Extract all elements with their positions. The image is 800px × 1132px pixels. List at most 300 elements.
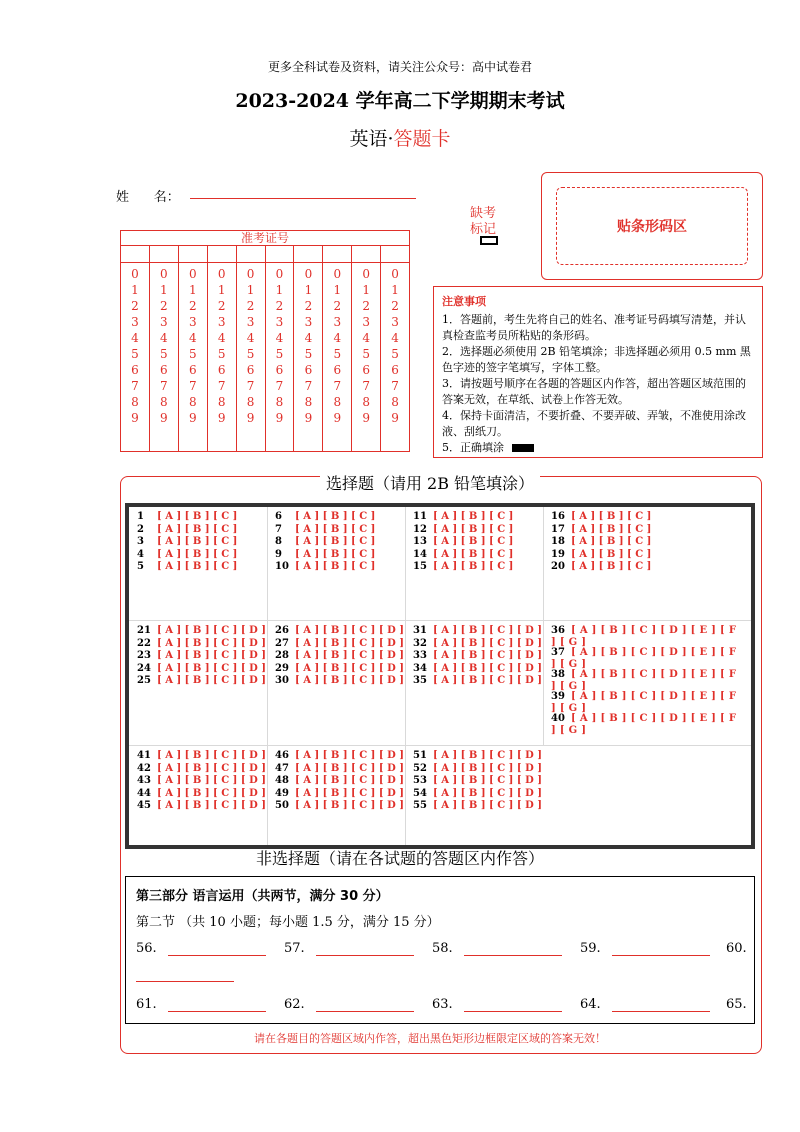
question-number: 24 [137, 662, 151, 674]
exam-digit-bubble[interactable]: 7 [304, 379, 313, 393]
absent-mark-label [470, 206, 496, 238]
question-number: 14 [413, 548, 427, 560]
exam-digit-bubble[interactable]: 2 [188, 299, 197, 313]
exam-digit-bubble[interactable]: 2 [246, 299, 255, 313]
name-label: 姓 名： [116, 190, 180, 205]
answer-options[interactable]: [ A ] [ B ] [ C ] [ D ] [157, 662, 266, 674]
exam-digit-bubble[interactable]: 9 [217, 411, 226, 425]
exam-digit-bubble[interactable]: 1 [131, 283, 139, 297]
question-22 [137, 638, 266, 651]
blank-line-59[interactable] [612, 955, 710, 956]
exam-digit-bubble[interactable]: 4 [391, 331, 399, 345]
exam-digit-bubble[interactable]: 4 [275, 331, 284, 345]
answer-options[interactable]: [ A ] [ B ] [ C ] [ D ] [433, 787, 542, 799]
card-label: 答题卡 [393, 128, 451, 150]
question-30 [275, 675, 404, 688]
exam-digit-bubble[interactable]: 8 [131, 395, 139, 409]
blank-line-58[interactable] [464, 955, 562, 956]
question-number: 28 [275, 650, 289, 661]
exam-digit-bubble[interactable]: 6 [362, 363, 371, 377]
exam-number-column [294, 263, 323, 452]
question-5 [137, 561, 237, 574]
exam-number-write-row [121, 246, 409, 262]
exam-digit-bubble[interactable]: 9 [246, 411, 255, 425]
question-33 [413, 650, 542, 663]
exam-digit-bubble[interactable]: 7 [217, 379, 226, 393]
exam-digit-bubble[interactable]: 8 [304, 395, 313, 409]
question-34 [413, 663, 542, 676]
question-40 [551, 713, 741, 737]
answer-options[interactable]: [ A ] [ B ] [ C ] [433, 561, 514, 572]
subject-title [0, 124, 800, 151]
notice-item-2: 2．选择题必须使用 2B 铅笔填涂；非选择题必须用 0.5 mm 黑色字迹的签字笔填写，字体工整。 [442, 345, 751, 374]
answer-options[interactable]: [ A ] [ B ] [ C ] [157, 548, 238, 560]
exam-digit-bubble[interactable]: 1 [217, 283, 226, 297]
blank-line-61[interactable] [168, 1011, 266, 1012]
answer-options[interactable]: [ A ] [ B ] [ C ] [ D ] [433, 800, 542, 811]
answer-options[interactable]: [ A ] [ B ] [ C ] [ D ] [295, 637, 404, 649]
question-44 [137, 788, 266, 801]
question-39 [551, 691, 741, 715]
question-number: 47 [275, 762, 289, 774]
question-number: 35 [413, 675, 427, 686]
question-number: 51 [413, 750, 427, 761]
answer-options[interactable]: [ A ] [ B ] [ C ] [157, 523, 238, 535]
exam-digit-bubble[interactable]: 0 [131, 267, 139, 281]
notice-title: 注意事项 [442, 295, 486, 308]
exam-title: 2023-2024 学年高二下学期期末考试 [235, 90, 565, 112]
question-45 [137, 800, 266, 813]
question-38 [551, 669, 741, 693]
exam-digit-bubble[interactable]: 3 [131, 315, 139, 329]
question-number: 54 [413, 787, 427, 799]
exam-digit-bubble[interactable]: 4 [160, 331, 168, 345]
question-4 [137, 549, 237, 562]
exam-digit-bubble[interactable]: 0 [391, 267, 399, 281]
question-15 [413, 561, 513, 574]
question-number: 12 [413, 523, 427, 535]
question-19 [551, 549, 651, 562]
question-11 [413, 511, 513, 524]
exam-number-column [381, 263, 409, 452]
blank-line-63[interactable] [464, 1011, 562, 1012]
question-55 [413, 800, 542, 813]
exam-digit-bubble[interactable]: 6 [333, 363, 342, 377]
question-41 [137, 750, 266, 763]
question-number: 31 [413, 625, 427, 636]
notice-item-3: 3．请按题号顺序在各题的答题区内作答，超出答题区域范围的答案无效，在草纸、试卷上作答无效。 [442, 377, 746, 406]
exam-number-grid [120, 230, 410, 452]
exam-digit-bubble[interactable]: 6 [188, 363, 197, 377]
exam-digit-bubble[interactable]: 2 [362, 299, 371, 313]
question-23 [137, 650, 266, 663]
answer-options[interactable]: [ A ] [ B ] [ C ] [433, 536, 514, 547]
choice-section-title [0, 471, 800, 494]
question-52 [413, 763, 542, 776]
question-number: 27 [275, 637, 289, 649]
question-number: 19 [551, 548, 565, 560]
answer-options[interactable]: [ A ] [ B ] [ C ] [ D ] [157, 762, 266, 774]
answer-options[interactable]: [ A ] [ B ] [ C ] [157, 561, 238, 572]
answer-options[interactable]: [ A ] [ B ] [ C ] [ D ] [433, 662, 542, 674]
part3-box [125, 876, 755, 1024]
exam-digit-bubble[interactable]: 7 [391, 379, 399, 393]
blank-line-60[interactable] [136, 981, 234, 982]
exam-digit-bubble[interactable]: 5 [131, 347, 139, 361]
divider [129, 620, 751, 621]
exam-digit-bubble[interactable]: 5 [246, 347, 255, 361]
question-51 [413, 750, 542, 763]
question-37 [551, 647, 741, 671]
exam-digit-bubble[interactable]: 6 [131, 363, 139, 377]
exam-digit-bubble[interactable]: 0 [333, 267, 342, 281]
absent-mark-box[interactable] [480, 236, 498, 245]
question-32 [413, 638, 542, 651]
answer-options[interactable]: [ A ] [ B ] [ C ] [433, 523, 514, 535]
question-number: 52 [413, 762, 427, 774]
notice-item-5-text: 5．正确填涂 [442, 441, 504, 454]
exam-digit-bubble[interactable]: 8 [362, 395, 371, 409]
answer-options[interactable]: [ A ] [ B ] [ C ] [ D ] [157, 625, 266, 636]
question-number: 44 [137, 787, 151, 799]
answer-options[interactable]: [ A ] [ B ] [ C ] [ D ] [ E ] [ F ] [ G ] [551, 625, 737, 648]
question-46 [275, 750, 404, 763]
blank-label-60: 60. [726, 941, 747, 956]
question-43 [137, 775, 266, 788]
exam-digit-bubble[interactable]: 0 [188, 267, 197, 281]
blank-line-57[interactable] [316, 955, 414, 956]
answer-options[interactable]: [ A ] [ B ] [ C ] [571, 523, 652, 535]
exam-digit-bubble[interactable]: 1 [362, 283, 371, 297]
question-number: 7 [275, 523, 282, 535]
question-number: 29 [275, 662, 289, 674]
question-number: 26 [275, 625, 289, 636]
exam-number-columns [121, 262, 409, 452]
divider [129, 745, 751, 746]
blank-label-63: 63. [432, 997, 453, 1012]
question-number: 25 [137, 675, 151, 686]
exam-digit-bubble[interactable]: 3 [362, 315, 371, 329]
exam-digit-bubble[interactable]: 7 [160, 379, 168, 393]
exam-digit-bubble[interactable]: 6 [304, 363, 313, 377]
question-35 [413, 675, 542, 688]
answer-options[interactable]: [ A ] [ B ] [ C ] [ D ] [295, 775, 404, 786]
question-3 [137, 536, 237, 549]
exam-digit-bubble[interactable]: 2 [304, 299, 313, 313]
question-number: 11 [413, 511, 427, 522]
question-number: 48 [275, 775, 289, 786]
answer-options[interactable]: [ A ] [ B ] [ C ] [ D ] [295, 675, 404, 686]
exam-digit-bubble[interactable]: 4 [131, 331, 139, 345]
exam-digit-bubble[interactable]: 9 [188, 411, 197, 425]
absent-label-1: 缺考 [470, 206, 497, 221]
exam-digit-bubble[interactable]: 5 [391, 347, 399, 361]
exam-digit-bubble[interactable]: 3 [160, 315, 168, 329]
exam-digit-bubble[interactable]: 9 [304, 411, 313, 425]
exam-digit-bubble[interactable]: 7 [188, 379, 197, 393]
answer-options[interactable]: [ A ] [ B ] [ C ] [433, 548, 514, 560]
question-16 [551, 511, 651, 524]
exam-digit-bubble[interactable]: 9 [333, 411, 342, 425]
question-number: 4 [137, 548, 144, 560]
exam-number-label: 准考证号 [121, 231, 409, 246]
question-number: 22 [137, 637, 151, 649]
exam-number-column [323, 263, 352, 452]
exam-number-column [179, 263, 208, 452]
exam-digit-bubble[interactable]: 7 [275, 379, 284, 393]
question-number: 18 [551, 536, 565, 547]
absent-label-2: 标记 [470, 222, 497, 237]
exam-digit-bubble[interactable]: 1 [304, 283, 313, 297]
answer-options[interactable]: [ A ] [ B ] [ C ] [ D ] [157, 675, 266, 686]
exam-digit-bubble[interactable]: 0 [160, 267, 168, 281]
exam-number-column [352, 263, 381, 452]
nonchoice-title-text: 非选择题（请在各试题的答题区内作答） [250, 849, 550, 868]
answer-options[interactable]: [ A ] [ B ] [ C ] [295, 561, 376, 572]
exam-digit-bubble[interactable]: 6 [217, 363, 226, 377]
exam-digit-bubble[interactable]: 8 [217, 395, 226, 409]
question-number: 37 [551, 647, 565, 658]
answer-options[interactable]: [ A ] [ B ] [ C ] [ D ] [295, 800, 404, 811]
exam-digit-bubble[interactable]: 3 [275, 315, 284, 329]
answer-options[interactable]: [ A ] [ B ] [ C ] [ D ] [295, 787, 404, 799]
answer-options[interactable]: [ A ] [ B ] [ C ] [295, 523, 376, 535]
blank-label-61: 61. [136, 997, 157, 1012]
question-number: 42 [137, 762, 151, 774]
choice-title-text: 选择题（请用 2B 铅笔填涂） [320, 474, 540, 493]
exam-digit-bubble[interactable]: 1 [188, 283, 197, 297]
question-number: 23 [137, 650, 151, 661]
exam-digit-bubble[interactable]: 2 [131, 299, 139, 313]
answer-options[interactable]: [ A ] [ B ] [ C ] [295, 548, 376, 560]
exam-digit-bubble[interactable]: 8 [391, 395, 399, 409]
exam-digit-bubble[interactable]: 4 [217, 331, 226, 345]
answer-options[interactable]: [ A ] [ B ] [ C ] [ D ] [295, 662, 404, 674]
question-20 [551, 561, 651, 574]
exam-digit-bubble[interactable]: 1 [246, 283, 255, 297]
blank-label-64: 64. [580, 997, 601, 1012]
answer-options[interactable]: [ A ] [ B ] [ C ] [157, 536, 238, 547]
exam-digit-bubble[interactable]: 6 [160, 363, 168, 377]
answer-options[interactable]: [ A ] [ B ] [ C ] [ D ] [157, 775, 266, 786]
notice-box [433, 286, 763, 458]
exam-digit-bubble[interactable]: 1 [391, 283, 399, 297]
answer-options[interactable]: [ A ] [ B ] [ C ] [571, 548, 652, 560]
exam-digit-bubble[interactable]: 3 [391, 315, 399, 329]
answer-options[interactable]: [ A ] [ B ] [ C ] [ D ] [157, 650, 266, 661]
exam-digit-bubble[interactable]: 0 [246, 267, 255, 281]
exam-digit-bubble[interactable]: 6 [391, 363, 399, 377]
question-number: 46 [275, 750, 289, 761]
exam-number-column [150, 263, 179, 452]
exam-digit-bubble[interactable]: 9 [160, 411, 168, 425]
question-number: 21 [137, 625, 151, 636]
divider [267, 507, 268, 845]
blank-line-62[interactable] [316, 1011, 414, 1012]
exam-digit-bubble[interactable]: 6 [246, 363, 255, 377]
exam-digit-bubble[interactable]: 6 [275, 363, 284, 377]
notice-item-4: 4．保持卡面清洁，不要折叠、不要弄破、弄皱，不准使用涂改液、刮纸刀。 [442, 409, 746, 438]
question-9 [275, 549, 375, 562]
name-input-line[interactable] [190, 198, 416, 199]
exam-digit-bubble[interactable]: 5 [362, 347, 371, 361]
answer-options[interactable]: [ A ] [ B ] [ C ] [ D ] [157, 800, 266, 811]
answer-options[interactable]: [ A ] [ B ] [ C ] [ D ] [433, 625, 542, 636]
blank-label-57: 57. [284, 941, 305, 956]
exam-digit-bubble[interactable]: 5 [333, 347, 342, 361]
question-21 [137, 625, 266, 638]
question-24 [137, 663, 266, 676]
blank-label-59: 59. [580, 941, 601, 956]
answer-options[interactable]: [ A ] [ B ] [ C ] [ D ] [ E ] [ F ] [ G ] [551, 713, 737, 736]
exam-digit-bubble[interactable]: 9 [362, 411, 371, 425]
answer-options[interactable]: [ A ] [ B ] [ C ] [ D ] [295, 762, 404, 774]
question-number: 50 [275, 800, 289, 811]
question-47 [275, 763, 404, 776]
answer-options[interactable]: [ A ] [ B ] [ C ] [ D ] [295, 650, 404, 661]
question-29 [275, 663, 404, 676]
exam-digit-bubble[interactable]: 4 [188, 331, 197, 345]
exam-digit-bubble[interactable]: 2 [217, 299, 226, 313]
exam-digit-bubble[interactable]: 0 [217, 267, 226, 281]
exam-digit-bubble[interactable]: 9 [131, 411, 139, 425]
exam-digit-bubble[interactable]: 3 [304, 315, 313, 329]
choice-answer-area [125, 503, 755, 849]
exam-digit-bubble[interactable]: 2 [275, 299, 284, 313]
subject-name: 英语· [349, 128, 394, 150]
question-number: 34 [413, 662, 427, 674]
part3-title: 第三部分 语言运用（共两节，满分 30 分） [136, 889, 389, 904]
exam-digit-bubble[interactable]: 9 [275, 411, 284, 425]
question-number: 2 [137, 523, 144, 535]
answer-options[interactable]: [ A ] [ B ] [ C ] [ D ] [157, 750, 266, 761]
exam-digit-bubble[interactable]: 4 [362, 331, 371, 345]
answer-options[interactable]: [ A ] [ B ] [ C ] [571, 511, 652, 522]
divider [543, 507, 544, 745]
exam-digit-bubble[interactable]: 3 [333, 315, 342, 329]
question-number: 1 [137, 511, 144, 522]
question-13 [413, 536, 513, 549]
answer-options[interactable]: [ A ] [ B ] [ C ] [ D ] [ E ] [ F ] [ G ] [551, 691, 737, 714]
answer-options[interactable]: [ A ] [ B ] [ C ] [ D ] [157, 637, 266, 649]
exam-digit-bubble[interactable]: 0 [275, 267, 284, 281]
exam-digit-bubble[interactable]: 5 [304, 347, 313, 361]
question-number: 13 [413, 536, 427, 547]
answer-options[interactable]: [ A ] [ B ] [ C ] [ D ] [433, 750, 542, 761]
answer-options[interactable]: [ A ] [ B ] [ C ] [ D ] [433, 775, 542, 786]
exam-digit-bubble[interactable]: 5 [188, 347, 197, 361]
answer-options[interactable]: [ A ] [ B ] [ C ] [ D ] [295, 750, 404, 761]
question-17 [551, 524, 651, 537]
answer-options[interactable]: [ A ] [ B ] [ C ] [571, 561, 652, 572]
answer-options[interactable]: [ A ] [ B ] [ C ] [ D ] [433, 762, 542, 774]
question-number: 16 [551, 511, 565, 522]
exam-digit-bubble[interactable]: 3 [188, 315, 197, 329]
question-number: 3 [137, 536, 144, 547]
question-48 [275, 775, 404, 788]
answer-options[interactable]: [ A ] [ B ] [ C ] [433, 511, 514, 522]
exam-digit-bubble[interactable]: 8 [188, 395, 197, 409]
question-42 [137, 763, 266, 776]
exam-digit-bubble[interactable]: 0 [304, 267, 313, 281]
question-54 [413, 788, 542, 801]
exam-digit-bubble[interactable]: 5 [217, 347, 226, 361]
question-50 [275, 800, 404, 813]
exam-digit-bubble[interactable]: 1 [333, 283, 342, 297]
blank-label-65: 65. [726, 997, 747, 1012]
question-7 [275, 524, 375, 537]
question-number: 30 [275, 675, 289, 686]
question-14 [413, 549, 513, 562]
question-28 [275, 650, 404, 663]
answer-options[interactable]: [ A ] [ B ] [ C ] [ D ] [433, 675, 542, 686]
exam-digit-bubble[interactable]: 1 [275, 283, 284, 297]
exam-digit-bubble[interactable]: 2 [160, 299, 168, 313]
answer-options[interactable]: [ A ] [ B ] [ C ] [295, 536, 376, 547]
question-number: 55 [413, 800, 427, 811]
exam-digit-bubble[interactable]: 7 [246, 379, 255, 393]
answer-options[interactable]: [ A ] [ B ] [ C ] [ D ] [ E ] [ F ] [ G ] [551, 669, 737, 692]
exam-digit-bubble[interactable]: 7 [131, 379, 139, 393]
exam-number-column [266, 263, 295, 452]
notice-item-5 [442, 440, 754, 456]
answer-options[interactable]: [ A ] [ B ] [ C ] [ D ] [295, 625, 404, 636]
question-number: 49 [275, 787, 289, 799]
blank-label-58: 58. [432, 941, 453, 956]
exam-digit-bubble[interactable]: 1 [160, 283, 168, 297]
exam-digit-bubble[interactable]: 0 [362, 267, 371, 281]
answer-options[interactable]: [ A ] [ B ] [ C ] [157, 511, 238, 522]
question-number: 10 [275, 561, 289, 572]
exam-digit-bubble[interactable]: 8 [275, 395, 284, 409]
question-27 [275, 638, 404, 651]
exam-digit-bubble[interactable]: 8 [333, 395, 342, 409]
blank-label-56: 56. [136, 941, 157, 956]
question-number: 41 [137, 750, 151, 761]
answer-options[interactable]: [ A ] [ B ] [ C ] [295, 511, 376, 522]
question-number: 32 [413, 637, 427, 649]
exam-digit-bubble[interactable]: 9 [391, 411, 399, 425]
answer-options[interactable]: [ A ] [ B ] [ C ] [ D ] [433, 637, 542, 649]
question-18 [551, 536, 651, 549]
question-number: 17 [551, 523, 565, 535]
exam-digit-bubble[interactable]: 8 [160, 395, 168, 409]
exam-digit-bubble[interactable]: 8 [246, 395, 255, 409]
exam-digit-bubble[interactable]: 4 [246, 331, 255, 345]
exam-digit-bubble[interactable]: 4 [304, 331, 313, 345]
exam-digit-bubble[interactable]: 2 [333, 299, 342, 313]
exam-digit-bubble[interactable]: 7 [362, 379, 371, 393]
exam-digit-bubble[interactable]: 5 [160, 347, 168, 361]
answer-options[interactable]: [ A ] [ B ] [ C ] [ D ] [157, 787, 266, 799]
exam-digit-bubble[interactable]: 5 [275, 347, 284, 361]
exam-number-column [208, 263, 237, 452]
blank-line-56[interactable] [168, 955, 266, 956]
exam-digit-bubble[interactable]: 4 [333, 331, 342, 345]
exam-digit-bubble[interactable]: 3 [217, 315, 226, 329]
exam-digit-bubble[interactable]: 7 [333, 379, 342, 393]
answer-options[interactable]: [ A ] [ B ] [ C ] [ D ] [ E ] [ F ] [ G ] [551, 647, 737, 670]
exam-number-column [237, 263, 266, 452]
exam-digit-bubble[interactable]: 3 [246, 315, 255, 329]
answer-options[interactable]: [ A ] [ B ] [ C ] [ D ] [433, 650, 542, 661]
exam-digit-bubble[interactable]: 2 [391, 299, 399, 313]
question-49 [275, 788, 404, 801]
answer-options[interactable]: [ A ] [ B ] [ C ] [571, 536, 652, 547]
blank-line-64[interactable] [612, 1011, 710, 1012]
question-number: 5 [137, 561, 144, 572]
question-number: 20 [551, 561, 565, 572]
